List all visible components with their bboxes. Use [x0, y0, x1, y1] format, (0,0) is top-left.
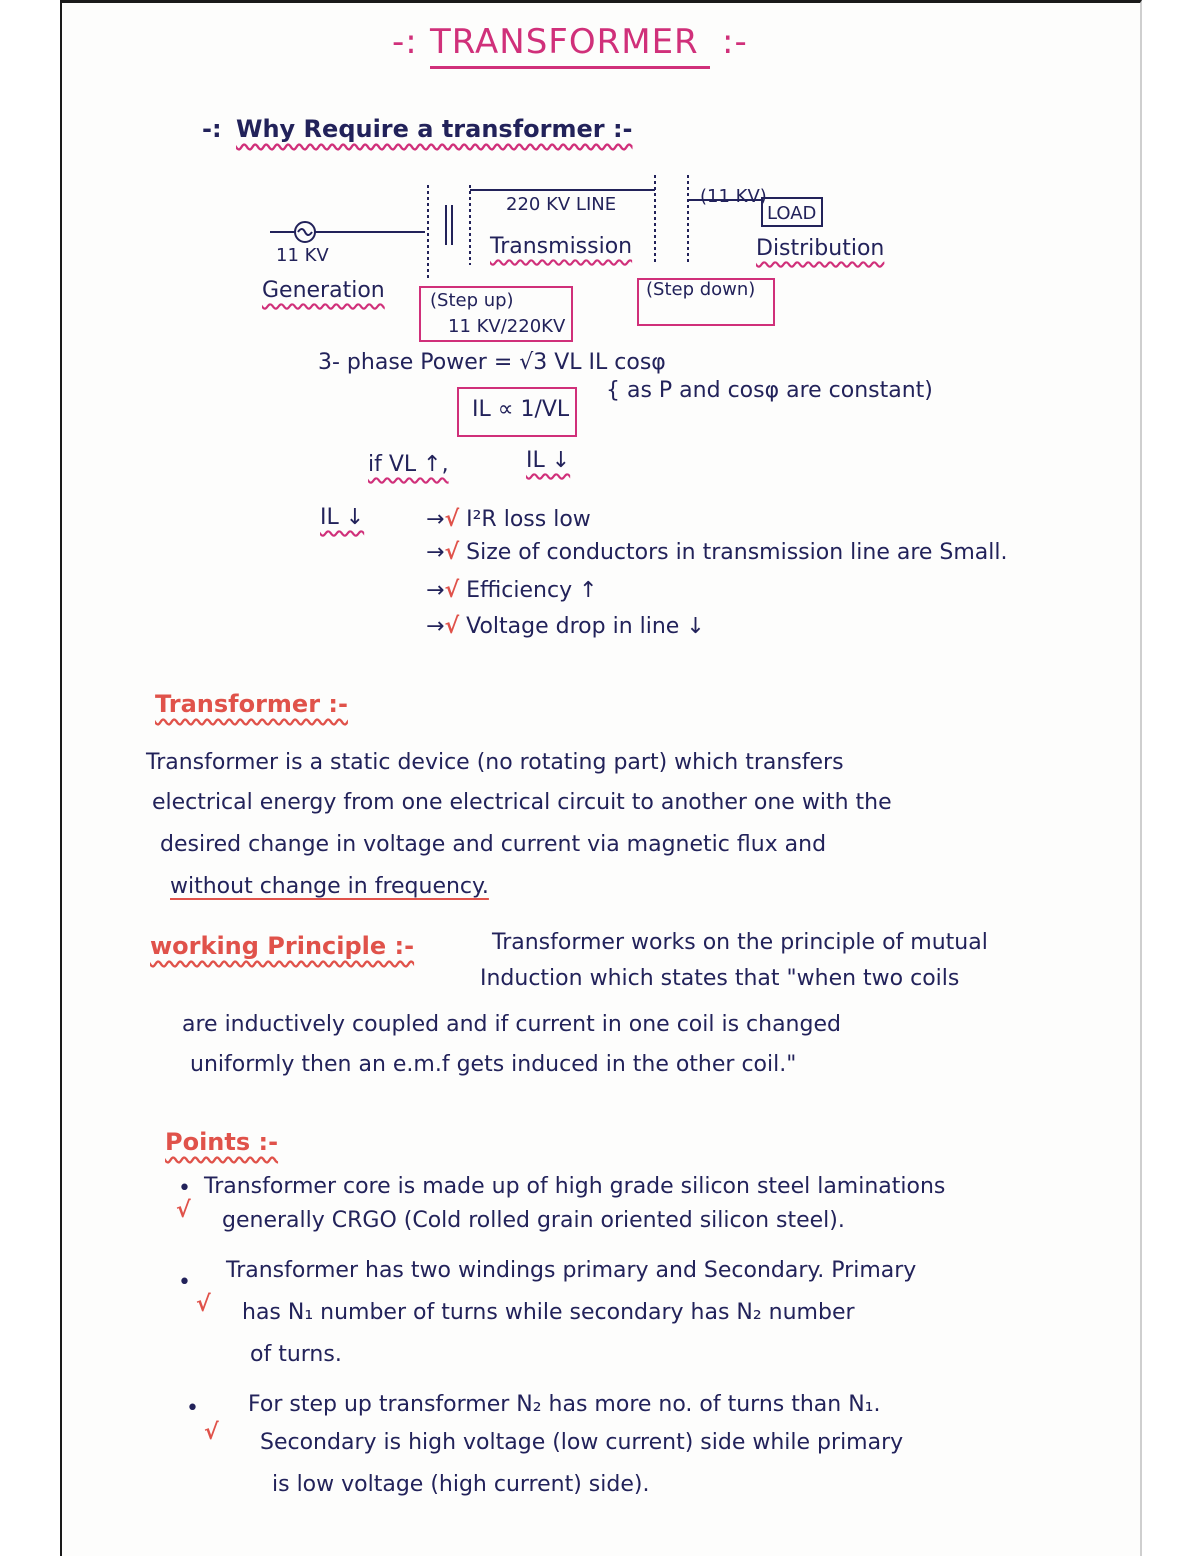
if-voltage-up: if VL ↑,	[368, 452, 449, 477]
bullet-icon: •	[186, 1396, 199, 1421]
bullet-icon: •	[178, 1176, 191, 1201]
point-line: is low voltage (high current) side).	[272, 1472, 650, 1497]
check-icon: √	[176, 1198, 191, 1223]
point-line: Secondary is high voltage (low current) side while primary	[260, 1430, 904, 1455]
points-heading: Points :-	[165, 1128, 279, 1156]
bullet-icon: •	[178, 1270, 191, 1295]
current-down: IL ↓	[526, 448, 571, 473]
benefit-item: →√ I²R loss low	[426, 507, 591, 532]
point-line: of turns.	[250, 1342, 342, 1367]
distribution-voltage-label: (11 KV)	[700, 186, 767, 207]
definition-line: electrical energy from one electrical circuit to another one with the	[152, 790, 892, 815]
definition-heading: Transformer :-	[155, 690, 348, 718]
title-suffix: :-	[722, 22, 748, 62]
benefit-item: →√ Size of conductors in transmission line are Small.	[426, 540, 1008, 565]
point-line: Transformer has two windings primary and Secondary. Primary	[226, 1258, 917, 1283]
definition-line: without change in frequency.	[170, 874, 489, 899]
working-heading: working Principle :-	[150, 932, 415, 960]
transmission-label: Transmission	[490, 234, 633, 259]
definition-line: desired change in voltage and current via magnetic flux and	[160, 832, 827, 857]
benefit-item: →√ Efficiency ↑	[426, 578, 598, 603]
title-prefix: -:	[392, 22, 418, 62]
constant-note: { as P and cosφ are constant)	[606, 378, 933, 403]
proportional-relation: IL ∝ 1/VL	[472, 397, 570, 422]
point-line: generally CRGO (Cold rolled grain oriented silicon steel).	[222, 1208, 845, 1233]
step-up-ratio: 11 KV/220KV	[448, 316, 566, 337]
working-line: Transformer works on the principle of mutual	[492, 930, 988, 955]
point-line: has N₁ number of turns while secondary has N₂ number	[242, 1300, 855, 1325]
definition-line: Transformer is a static device (no rotating part) which transfers	[146, 750, 844, 775]
benefit-item: →√ Voltage drop in line ↓	[426, 614, 705, 639]
generation-voltage-label: 11 KV	[276, 245, 329, 266]
page-title: TRANSFORMER	[430, 22, 699, 62]
point-line: Transformer core is made up of high grade silicon steel laminations	[204, 1174, 946, 1199]
current-down-result: IL ↓	[320, 505, 365, 530]
step-down-label: (Step down)	[646, 279, 756, 300]
generation-label: Generation	[262, 278, 385, 303]
distribution-label: Distribution	[756, 236, 885, 261]
point-line: For step up transformer N₂ has more no. of turns than N₁.	[248, 1392, 881, 1417]
load-label: LOAD	[767, 203, 817, 224]
why-heading: Why Require a transformer :-	[236, 115, 633, 143]
working-line: are inductively coupled and if current in one coil is changed	[182, 1012, 841, 1037]
power-formula: 3- phase Power = √3 VL IL cosφ	[318, 350, 666, 375]
working-line: Induction which states that "when two coils	[480, 966, 960, 991]
check-icon: √	[196, 1292, 211, 1317]
line-voltage-label: 220 KV LINE	[506, 194, 617, 215]
step-up-label: (Step up)	[430, 290, 514, 311]
why-bullet: -:	[202, 115, 222, 143]
check-icon: √	[204, 1420, 219, 1445]
working-line: uniformly then an e.m.f gets induced in the other coil."	[190, 1052, 797, 1077]
